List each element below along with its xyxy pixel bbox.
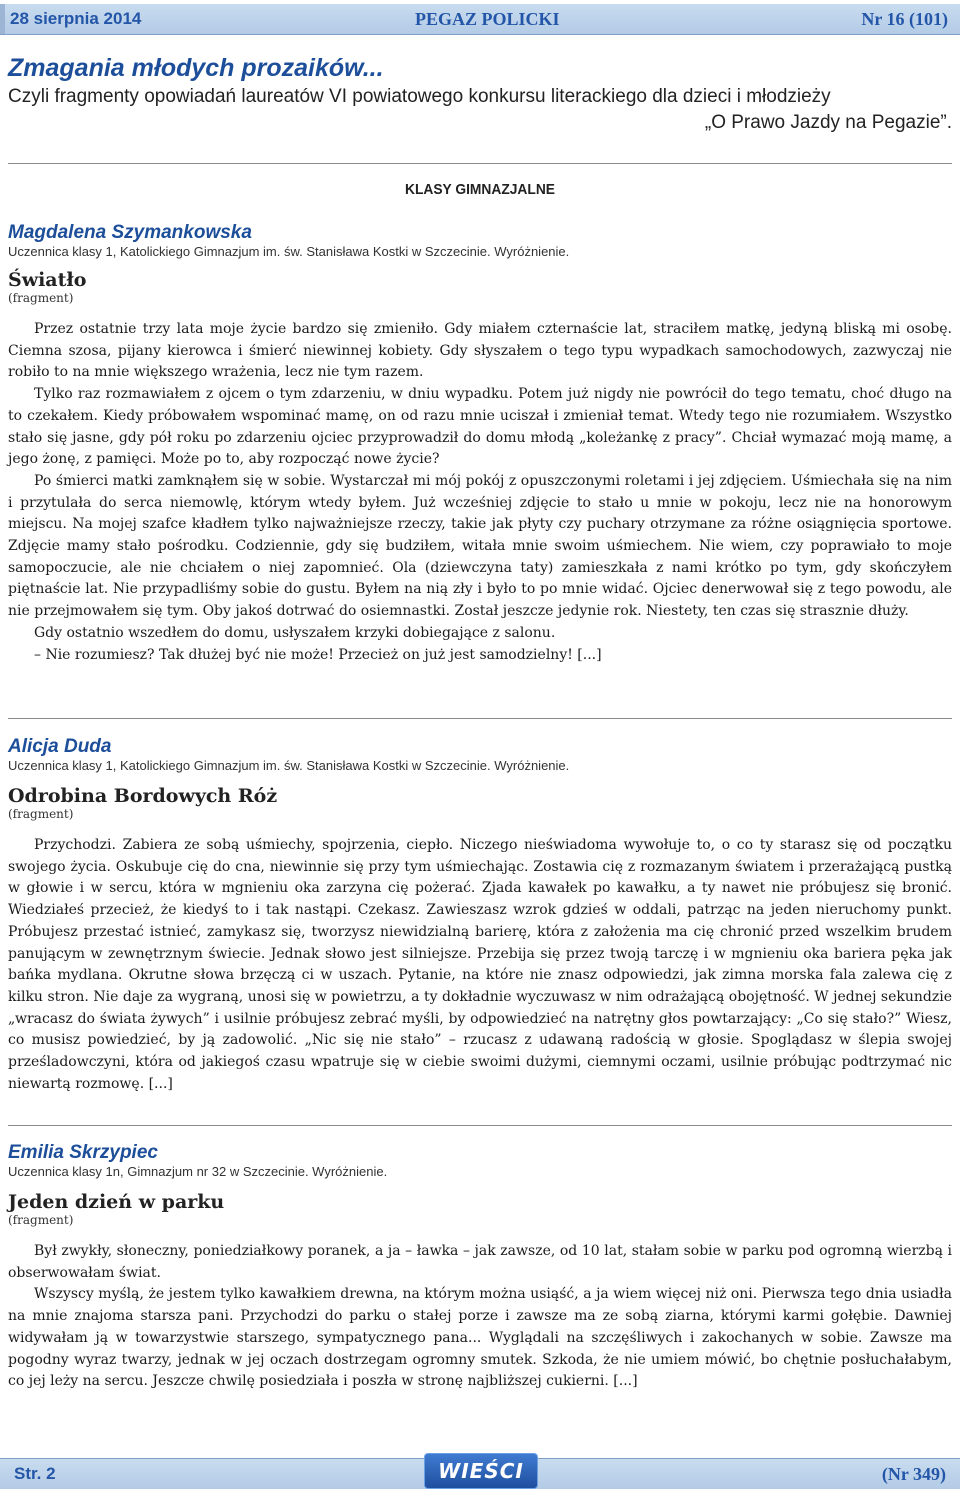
paragraph: Był zwykły, słoneczny, poniedziałkowy poranek, a ja – ławka – jak zawsze, od 10 lat, stałam sobie w parku pod ogromną wierzbą i obserwowałam świat. [8,1243,952,1281]
section-title: KLASY GIMNAZJALNE [404,181,556,198]
paragraph: Wszyscy myślą, że jestem tylko kawałkiem drewna, na którym można usiąść, a ja wiem więcej niż oni. Pierwsza tego dnia usiadła na mnie znajoma starsza pani. Przychodzi do parku o stałej porze i zawsze ma ze sobą ziarna, którymi karmi gołębie. Dawniej widywałam ją w towarzystwie starszego, sympatycznego pana... Wyglądali na szczęśliwych i zakochanych w sobie. Zawsze ma pogodny wyraz twarzy, jednak w jej oczach dostrzegam ogromny smutek. Szkoda, że nie umiem mówić, bo chętnie posłuchałabym, co jej leży na sercu. Jeszcze chwilę posiedziała i poszła w stronę najbliższej cukierni. [...] [8,1286,952,1390]
header-bar [0,4,960,35]
story-affiliation: Uczennica klasy 1, Katolickiego Gimnazjum im. św. Stanisława Kostki w Szczecinie. Wyróżnienie. [8,244,570,259]
footer-issue-number: (Nr 349) [881,1464,946,1484]
story-fragment-note: (fragment) [8,807,74,821]
story-2 [8,736,952,1095]
paragraph: Tylko raz rozmawiałem z ojcem o tym zdarzeniu, w dniu wypadku. Potem już nigdy nie powrócił do tego tematu, choć długo na to czekałem. Kiedy próbowałem wspominać mamę, on od razu mnie uciszał i zmieniał temat. Wtedy tego nie rozumiałem. Wszystko stało się jasne, gdy pół roku po zdarzeniu ojciec przyprowadził do domu młodą „koleżankę z pracy”. Chciał wymazać moją mamę, a jego żonę, z pamięci. Może po to, aby rozpocząć nowe życie? [8,386,952,468]
divider [8,163,952,164]
divider [8,1125,952,1126]
story-text [8,835,952,1095]
story-title: Odrobina Bordowych Róż [8,785,278,807]
page-number: Str. 2 [14,1464,56,1483]
story-affiliation: Uczennica klasy 1n, Gimnazjum nr 32 w Szczecinie. Wyróżnienie. [8,1164,388,1179]
story-author: Alicja Duda [8,736,112,757]
intro [8,52,952,136]
story-title: Jeden dzień w parku [8,1191,225,1213]
issue-date: 28 sierpnia 2014 [10,9,142,28]
story-author: Emilia Skrzypiec [8,1142,158,1163]
story-author: Magdalena Szymankowska [8,222,252,243]
article-subtitle: Czyli fragmenty opowiadań laureatów VI powiatowego konkursu literackiego dla dzieci i młodzieży [8,86,831,107]
paragraph: Przychodzi. Zabiera ze sobą uśmiechy, spojrzenia, ciepło. Niczego nieświadoma wywołuje to, o co ty starasz się od początku swojego życia. Oskubuje cię do cna, niewinnie się przy tym uśmiechając. Zostawia cię z rozmazanym światem i przerażającą pustką w głowie i w sercu, która w mgnieniu oka zarzyna cię pożerać. Zjada kawałek po kawałku, a ty nawet nie próbujesz się bronić. Wiedziałeś przecież, że kiedyś to i tak nastąpi. Czekasz. Zawieszasz wzrok gdzieś w oddali, patrząc na jeden nieruchomy punkt. Próbujesz przestać istnieć, zamykasz się, tworzysz niewidzialną barierę, która z założenia ma cię chronić przed wszelkim brudem panującym w zewnętrznym świecie. Jednak słowo jest silniejsze. Przebija się przez twoją tarczę i w mgnieniu oka bariera pęka jak bańka mydlana. Okrutne słowa brzęczą ci w uszach. Pytanie, na które nie znasz odpowiedzi, jak zimna morska fala zalewa cię z kilku stron. Nie daje za wygraną, unosi się w powietrzu, a ty dokładnie wyczuwasz w nim odrażającą obojętność. W jednej sekundzie „wracasz do świata żywych” i usilnie próbujesz zebrać myśli, by odpowiedzieć na natrętny głos powtarzający: „Co się stało?” Wiesz, co musisz powiedzieć, by ją zadowolić. „Nic się nie stało” – rzucasz z udawaną radością w głosie. Spoglądasz w ślepia swojej prześladowczyni, która od jakiegoś czasu wpatruje się w ciebie swoimi dużymi, ciemnymi oczami, usilnie próbując podtrzymać nic niewartą rozmowę. [...] [8,837,952,1092]
story-fragment-note: (fragment) [8,1213,74,1227]
story-affiliation: Uczennica klasy 1, Katolickiego Gimnazjum im. św. Stanisława Kostki w Szczecinie. Wyróżnienie. [8,758,570,773]
story-text [8,319,952,666]
divider [8,718,952,719]
paragraph: Przez ostatnie trzy lata moje życie bardzo się zmieniło. Gdy miałem czternaście lat, straciłem matkę, jedyną bliską mi osobę. Ciemna szosa, pijany kierowca i śmierć niewinnej kobiety. Gdy słyszałem o tego typu wypadkach samochodowych, zazwyczaj nie robiło to na mnie większego wrażenia, lecz nie tym razem. [8,321,952,381]
paragraph: Gdy ostatnio wszedłem do domu, usłyszałem krzyki dobiegające z salonu. [34,624,556,641]
article-subtitle-contest: „O Prawo Jazdy na Pegazie”. [704,112,952,133]
header-edge [0,4,5,34]
story-text [8,1241,952,1393]
paragraph: Po śmierci matki zamknąłem się w sobie. Wystarczał mi mój pokój z opuszczonymi roletami i jej zdjęciem. Uśmiechała się na nim i przytulała do serca niemowlę, którym wtedy byłem. Już wcześniej zdjęcie to stało u mnie w pokoju, lecz nie na honorowym miejscu. Na mojej szafce kładłem tylko najważniejsze rzeczy, takie jak płyty czy puchary otrzymane za różne osiągnięcia sportowe. Zdjęcie mamy stało pośrodku. Codziennie, gdy się budziłem, witała mnie swoim uśmiechem. Nie wiem, czy poprawiało to moje samopoczucie, ale nie chciałem o niej zapomnieć. Ola (dziewczyna taty) zamieszkała z nami krótko po tym, gdy skończyłem piętnaście lat. Nie przypadliśmy sobie do gustu. Byłem na nią zły i było to po mnie widać. Ojciec denerwował się z tego powodu, ale nie przejmowałem się tym. Oby jakoś dotrwać do osiemnastki. Został jeszcze jedynie rok. Niestety, ten czas się strasznie dłuży. [8,472,952,620]
story-1 [8,222,952,666]
article-title: Zmagania młodych prozaików... [8,54,384,82]
issue-number: Nr 16 (101) [861,9,948,29]
story-fragment-note: (fragment) [8,291,74,305]
footer-bar [0,1458,960,1489]
story-3 [8,1142,952,1393]
story-title: Światło [8,269,87,291]
newspaper-title: PEGAZ POLICKI [415,9,560,29]
wiesci-logo: WIEŚCI [424,1453,538,1489]
paragraph: – Nie rozumiesz? Tak dłużej być nie może! Przecież on już jest samodzielny! [...] [34,646,602,663]
